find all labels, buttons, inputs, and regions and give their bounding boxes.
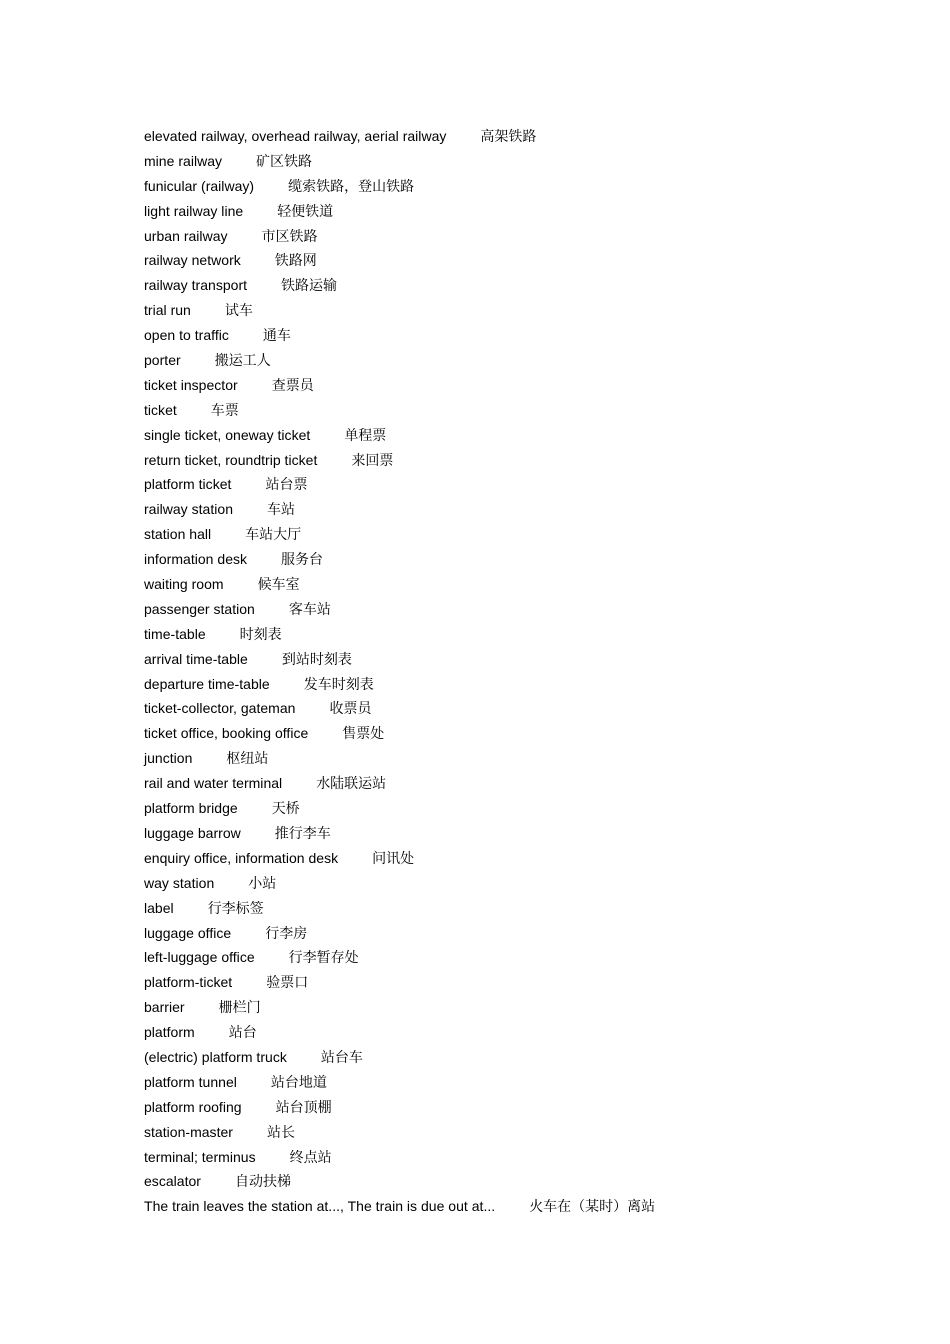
english-term: The train leaves the station at..., The train is due out at... <box>144 1198 496 1215</box>
chinese-translation: 查票员 <box>271 377 314 394</box>
glossary-entry <box>144 174 904 199</box>
glossary-entry <box>144 1020 904 1045</box>
english-term: rail and water terminal <box>144 775 283 792</box>
chinese-translation: 到站时刻表 <box>281 651 352 668</box>
english-term: single ticket, oneway ticket <box>144 426 311 443</box>
chinese-translation: 缆索铁路，登山铁路 <box>288 178 415 195</box>
chinese-translation: 站台顶棚 <box>275 1099 332 1116</box>
chinese-translation: 铁路网 <box>274 253 317 270</box>
chinese-translation: 自动扶梯 <box>235 1174 291 1191</box>
english-term: open to traffic <box>144 327 229 344</box>
chinese-translation: 售票处 <box>342 726 385 743</box>
chinese-translation: 行李标签 <box>207 900 264 917</box>
glossary-entry <box>144 1045 904 1070</box>
english-term: light railway line <box>144 202 244 219</box>
glossary-entry <box>144 821 904 846</box>
english-term: time-table <box>144 625 206 642</box>
chinese-translation: 天桥 <box>271 801 300 818</box>
glossary-entry <box>144 696 904 721</box>
glossary-entry <box>144 448 904 473</box>
chinese-translation: 车票 <box>210 402 239 419</box>
english-term: left-luggage office <box>144 949 255 966</box>
glossary-entry <box>144 1169 904 1194</box>
glossary-entry <box>144 622 904 647</box>
glossary-entry <box>144 572 904 597</box>
chinese-translation: 火车在（某时）离站 <box>529 1199 656 1216</box>
glossary-entry <box>144 1095 904 1120</box>
english-term: funicular (railway) <box>144 177 255 194</box>
chinese-translation: 站台地道 <box>270 1074 327 1091</box>
english-term: platform ticket <box>144 476 232 493</box>
chinese-translation: 单程票 <box>344 427 387 444</box>
glossary-list <box>144 124 904 1219</box>
glossary-entry <box>144 1070 904 1095</box>
english-term: waiting room <box>144 576 224 593</box>
glossary-entry <box>144 846 904 871</box>
chinese-translation: 铁路运输 <box>281 278 338 295</box>
english-term: railway station <box>144 501 234 518</box>
chinese-translation: 终点站 <box>289 1149 332 1166</box>
chinese-translation: 站长 <box>266 1124 295 1141</box>
glossary-entry <box>144 1194 904 1219</box>
chinese-translation: 车站大厅 <box>245 527 302 544</box>
glossary-entry <box>144 1145 904 1170</box>
glossary-entry <box>144 423 904 448</box>
glossary-entry <box>144 871 904 896</box>
english-term: platform-ticket <box>144 974 233 991</box>
english-term: elevated railway, overhead railway, aerial railway <box>144 128 447 144</box>
chinese-translation: 栅栏门 <box>218 1000 261 1017</box>
chinese-translation: 发车时刻表 <box>303 676 374 693</box>
english-term: railway transport <box>144 277 248 294</box>
english-term: escalator <box>144 1173 201 1190</box>
glossary-entry <box>144 298 904 323</box>
english-term: porter <box>144 352 181 369</box>
glossary-entry <box>144 771 904 796</box>
glossary-entry <box>144 224 904 249</box>
glossary-entry <box>144 647 904 672</box>
glossary-entry <box>144 497 904 522</box>
glossary-entry <box>144 547 904 572</box>
english-term: station hall <box>144 526 212 543</box>
english-term: passenger station <box>144 600 255 617</box>
chinese-translation: 站台 <box>228 1025 257 1042</box>
glossary-entry <box>144 348 904 373</box>
chinese-translation: 站台票 <box>265 477 308 494</box>
chinese-translation: 行李暂存处 <box>288 950 359 967</box>
english-term: label <box>144 899 174 916</box>
glossary-entry <box>144 672 904 697</box>
english-term: railway network <box>144 252 241 269</box>
english-term: ticket office, booking office <box>144 725 309 742</box>
english-term: mine railway <box>144 152 223 169</box>
chinese-translation: 推行李车 <box>274 825 331 842</box>
english-term: way station <box>144 874 215 891</box>
glossary-entry <box>144 746 904 771</box>
chinese-translation: 车站 <box>267 502 296 519</box>
glossary-entry <box>144 323 904 348</box>
english-term: platform <box>144 1024 195 1041</box>
glossary-entry <box>144 970 904 995</box>
english-term: return ticket, roundtrip ticket <box>144 451 318 468</box>
english-term: information desk <box>144 551 248 568</box>
chinese-translation: 搬运工人 <box>214 353 271 370</box>
english-term: (electric) platform truck <box>144 1048 287 1065</box>
english-term: barrier <box>144 999 185 1016</box>
chinese-translation: 收票员 <box>329 701 372 718</box>
glossary-entry <box>144 199 904 224</box>
glossary-entry <box>144 896 904 921</box>
chinese-translation: 高架铁路 <box>480 129 537 145</box>
chinese-translation: 轻便铁道 <box>277 203 334 220</box>
english-term: luggage barrow <box>144 824 241 841</box>
chinese-translation: 通车 <box>262 328 291 345</box>
chinese-translation: 枢纽站 <box>226 751 269 768</box>
glossary-entry <box>144 124 904 149</box>
english-term: junction <box>144 750 193 767</box>
chinese-translation: 时刻表 <box>239 626 282 643</box>
glossary-entry <box>144 597 904 622</box>
english-term: terminal; terminus <box>144 1148 256 1165</box>
glossary-entry <box>144 522 904 547</box>
english-term: platform tunnel <box>144 1073 237 1090</box>
chinese-translation: 矿区铁路 <box>256 153 313 170</box>
glossary-entry <box>144 472 904 497</box>
chinese-translation: 试车 <box>224 303 253 320</box>
chinese-translation: 市区铁路 <box>261 228 318 245</box>
glossary-entry <box>144 721 904 746</box>
chinese-translation: 来回票 <box>351 452 394 469</box>
english-term: ticket-collector, gateman <box>144 700 296 717</box>
english-term: arrival time-table <box>144 650 248 667</box>
chinese-translation: 小站 <box>248 875 277 892</box>
glossary-entry <box>144 995 904 1020</box>
english-term: platform roofing <box>144 1098 242 1115</box>
chinese-translation: 服务台 <box>281 552 324 569</box>
english-term: ticket <box>144 401 177 418</box>
glossary-entry <box>144 248 904 273</box>
chinese-translation: 站台车 <box>320 1049 363 1066</box>
glossary-entry <box>144 398 904 423</box>
glossary-entry <box>144 1120 904 1145</box>
glossary-entry <box>144 796 904 821</box>
chinese-translation: 问讯处 <box>372 850 415 867</box>
chinese-translation: 客车站 <box>288 601 331 618</box>
glossary-entry <box>144 149 904 174</box>
glossary-entry <box>144 945 904 970</box>
english-term: ticket inspector <box>144 376 238 393</box>
chinese-translation: 候车室 <box>257 577 300 594</box>
chinese-translation: 行李房 <box>265 925 308 942</box>
chinese-translation: 验票口 <box>266 975 309 992</box>
english-term: departure time-table <box>144 675 270 692</box>
chinese-translation: 水陆联运站 <box>316 776 387 793</box>
english-term: platform bridge <box>144 800 238 817</box>
glossary-entry <box>144 921 904 946</box>
english-term: urban railway <box>144 227 228 244</box>
english-term: station-master <box>144 1123 233 1140</box>
english-term: trial run <box>144 302 191 319</box>
glossary-entry <box>144 273 904 298</box>
english-term: enquiry office, information desk <box>144 849 339 866</box>
glossary-entry <box>144 373 904 398</box>
english-term: luggage office <box>144 924 232 941</box>
